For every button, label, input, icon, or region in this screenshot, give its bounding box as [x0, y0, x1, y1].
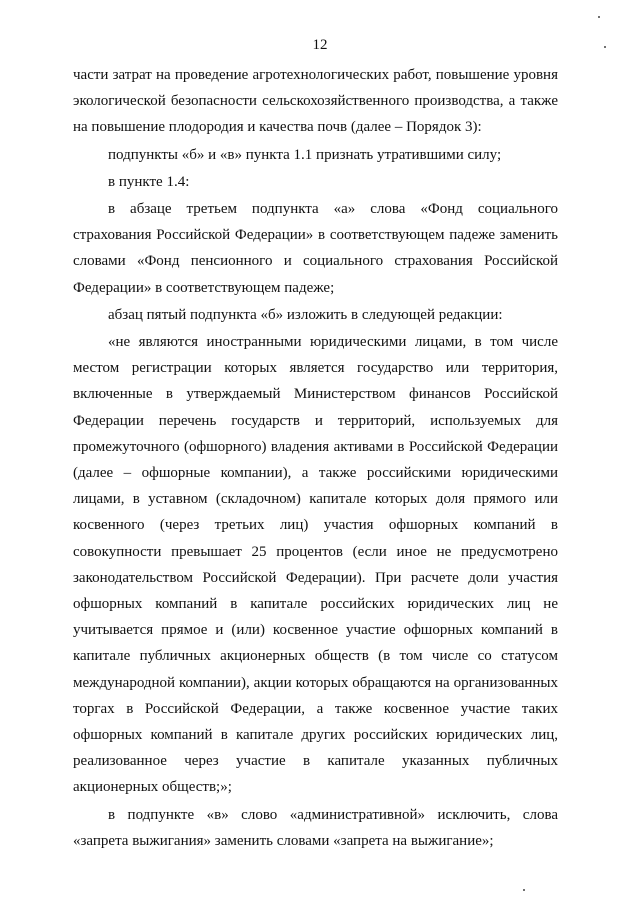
- scan-speck: [523, 889, 525, 891]
- page-number: 12: [312, 37, 328, 53]
- paragraph-fifth-abzac: абзац пятый подпункта «б» изложить в следующей редакции:: [108, 306, 503, 323]
- paragraph-point-1-4: в пункте 1.4:: [108, 173, 190, 190]
- document-body: [73, 62, 558, 854]
- paragraph-intro-continuation: части затрат на проведение агротехнологических работ, повышение уровня экологической безопасности сельскохозяйственного производства, а также на повышение плодородия и качества почв (далее – Порядок 3):: [73, 67, 558, 136]
- paragraph-fund-replacement: в абзаце третьем подпункта «а» слова «Фонд социального страхования Российской Федерации» в соответствующем падеже заменить словами «Фонд пенсионного и социального страхования Российской Федерации» в соответствующем падеже;: [73, 201, 558, 296]
- scan-speck: [598, 16, 600, 18]
- paragraph-subpoints-repealed: подпункты «б» и «в» пункта 1.1 признать утратившими силу;: [108, 146, 502, 163]
- paragraph-burning-ban: в подпункте «в» слово «административной» исключить, слова «запрета выжигания» заменить словами «запрета на выжигание»;: [73, 806, 558, 849]
- paragraph-offshore-definition: «не являются иностранными юридическими лицами, в том числе местом регистрации которых является государство или территория, включенные в утверждаемый Министерством финансов Российской Федерации перечень государств и территорий, используемых для промежуточного (офшорного) владения активами в Российской Федерации (далее – офшорные компании), а также российскими юридическими лицами, в уставном (складочном) капитале которых доля прямого или косвенного (через третьих лиц) участия офшорных компаний в совокупности превышает 25 процентов (если иное не предусмотрено законодательством Российской Федерации). При расчете доли участия офшорных компаний в капитале российских юридических лиц не учитывается прямое и (или) косвенное участие офшорных компаний в капитале публичных акционерных обществ (в том числе со статусом международной компании), акции которых обращаются на организованных торгах в Российской Федерации, а также косвенное участие таких офшорных компаний в капитале других российских юридических лиц, реализованное через участие в капитале указанных публичных акционерных обществ;»;: [73, 334, 558, 796]
- scan-speck: [604, 46, 606, 48]
